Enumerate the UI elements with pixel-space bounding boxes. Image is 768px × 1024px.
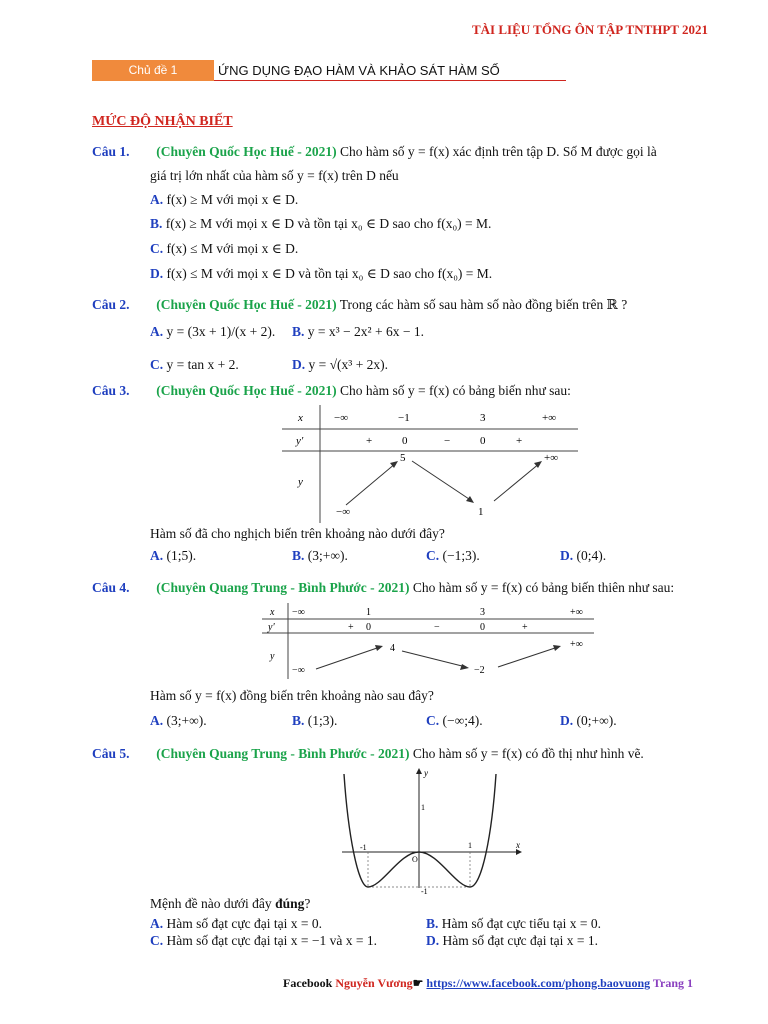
footer-author: Nguyễn Vương (335, 976, 413, 990)
q3-text: Cho hàm số y = f(x) có bảng biến như sau: (340, 383, 571, 398)
footer-facebook: Facebook (283, 976, 336, 990)
q5-source: (Chuyên Quang Trung - Bình Phước - 2021) (156, 746, 410, 761)
q4-label: Câu 4. (92, 580, 130, 595)
footer-link[interactable]: https://www.facebook.com/phong.baovuong (426, 976, 651, 990)
q1-option-d: D. f(x) ≤ M với mọi x ∈ D và tồn tại x₀ ∈ D sao cho f(x₀) = M. (150, 266, 493, 281)
q5-label: Câu 5. (92, 746, 130, 761)
q2-option-b: B. y = x³ − 2x² + 6x − 1. (292, 324, 424, 339)
q4-x-val: +∞ (570, 607, 583, 618)
q4-text: Cho hàm số y = f(x) có bảng biến thiên như sau: (412, 580, 675, 595)
q2-source: (Chuyên Quốc Học Huế - 2021) (156, 297, 337, 312)
q3-prompt: Hàm số đã cho nghịch biến trên khoảng nào dưới đây? (150, 526, 445, 541)
q3-sign: 0 (480, 435, 486, 447)
q5-option-d: D. Hàm số đạt cực đại tại x = 1. (426, 933, 599, 948)
q4-sign: + (522, 622, 528, 633)
q4-x-val: 1 (366, 607, 371, 618)
q4-prompt: Hàm số y = f(x) đồng biến trên khoảng nào sau đây? (150, 688, 434, 703)
q3-sign: 0 (402, 435, 408, 447)
q4-y-val: −∞ (292, 665, 305, 676)
q3-option-b: B. (3;+∞). (292, 548, 348, 563)
q3-y-label: y (298, 476, 303, 488)
q3-sign: + (516, 435, 523, 447)
q3-y-val: 1 (478, 506, 484, 518)
q5-prompt: Mệnh đề nào dưới đây đúng? (150, 896, 311, 911)
q2-option-c: C. y = tan x + 2. (150, 357, 239, 372)
q4-option-d: D. (0;+∞). (560, 713, 617, 728)
q4-option-b: B. (1;3). (292, 713, 338, 728)
q4-x-label: x (270, 607, 275, 618)
level-heading: MỨC ĐỘ NHẬN BIẾT (92, 114, 233, 129)
q4-y-val: 4 (390, 643, 395, 654)
q4-sign: + (348, 622, 354, 633)
q1-text-2: giá trị lớn nhất của hàm số y = f(x) trên D nếu (150, 168, 399, 183)
q2-line (92, 297, 627, 313)
q1-option-c: C. f(x) ≤ M với mọi x ∈ D. (150, 241, 299, 256)
q3-y-val: −∞ (336, 506, 351, 518)
x-tick-neg1: -1 (360, 843, 367, 852)
q3-x-label: x (298, 412, 303, 424)
q3-yp-label: y' (296, 435, 304, 447)
q5-option-b: B. Hàm số đạt cực tiểu tại x = 0. (426, 916, 602, 931)
footer-page-number: Trang 1 (650, 976, 694, 990)
topic-name: ỨNG DỤNG ĐẠO HÀM VÀ KHẢO SÁT HÀM SỐ (218, 63, 500, 78)
q5-line (92, 746, 644, 762)
q1-source: (Chuyên Quốc Học Huế - 2021) (156, 144, 337, 159)
q4-line (92, 580, 674, 596)
q4-y-val: −2 (474, 665, 485, 676)
q5-option-a: A. Hàm số đạt cực đại tại x = 0. (150, 916, 323, 931)
function-curve (344, 774, 496, 887)
q3-line (92, 383, 571, 399)
topic-tag: Chủ đề 1 (92, 60, 214, 81)
q1-label: Câu 1. (92, 144, 130, 159)
q3-x-val: +∞ (542, 412, 557, 424)
q1-option-b: B. f(x) ≥ M với mọi x ∈ D và tồn tại x₀ ∈ D sao cho f(x₀) = M. (150, 216, 492, 231)
q3-x-val: −∞ (334, 412, 349, 424)
q1-text-1: Cho hàm số y = f(x) xác định trên tập D. Số M được gọi là (340, 144, 657, 159)
q4-sign: 0 (480, 622, 485, 633)
q5-function-graph (336, 764, 526, 894)
q3-y-val: +∞ (544, 452, 559, 464)
origin-label: O (412, 855, 418, 864)
q4-option-a: A. (3;+∞). (150, 713, 207, 728)
q4-yp-label: y' (268, 622, 275, 633)
y-tick-neg1: -1 (421, 887, 428, 894)
pointer-icon: ☛ (412, 976, 427, 990)
q1-line-1 (92, 144, 657, 160)
q3-y-val: 5 (400, 452, 406, 464)
q5-text: Cho hàm số y = f(x) có đồ thị như hình vẽ. (412, 746, 644, 761)
q4-y-val: +∞ (570, 639, 583, 650)
x-tick-1: 1 (468, 841, 472, 850)
q5-option-c: C. Hàm số đạt cực đại tại x = −1 và x = 1. (150, 933, 377, 948)
q3-option-c: C. (−1;3). (426, 548, 480, 563)
q3-option-d: D. (0;4). (560, 548, 607, 563)
y-tick-1: 1 (421, 803, 425, 812)
q4-option-c: C. (−∞;4). (426, 713, 483, 728)
q2-option-a: A. y = (3x + 1)/(x + 2). (150, 324, 276, 339)
document-header-title: TÀI LIỆU TỔNG ÔN TẬP TNTHPT 2021 (472, 22, 708, 37)
q3-source: (Chuyên Quốc Học Huế - 2021) (156, 383, 337, 398)
q4-x-val: 3 (480, 607, 485, 618)
q4-x-val: −∞ (292, 607, 305, 618)
q4-sign: 0 (366, 622, 371, 633)
q3-option-a: A. (1;5). (150, 548, 197, 563)
q4-y-label: y (270, 651, 275, 662)
q3-x-val: −1 (398, 412, 410, 424)
q3-sign: + (366, 435, 373, 447)
q4-variation-table (262, 603, 594, 679)
q1-option-a: A. f(x) ≥ M với mọi x ∈ D. (150, 192, 299, 207)
q3-sign: − (444, 435, 451, 447)
q3-x-val: 3 (480, 412, 486, 424)
topic-underline (214, 80, 566, 81)
x-axis-label: x (516, 840, 520, 850)
q2-label: Câu 2. (92, 297, 130, 312)
q3-label: Câu 3. (92, 383, 130, 398)
q3-variation-table (282, 405, 578, 523)
q2-option-d: D. y = √(x³ + 2x). (292, 357, 389, 372)
q2-text: Trong các hàm số sau hàm số nào đồng biến trên ℝ ? (339, 297, 628, 312)
y-axis-label: y (424, 768, 428, 778)
q4-source: (Chuyên Quang Trung - Bình Phước - 2021) (156, 580, 410, 595)
q4-sign: − (434, 622, 440, 633)
page-footer (283, 976, 693, 991)
